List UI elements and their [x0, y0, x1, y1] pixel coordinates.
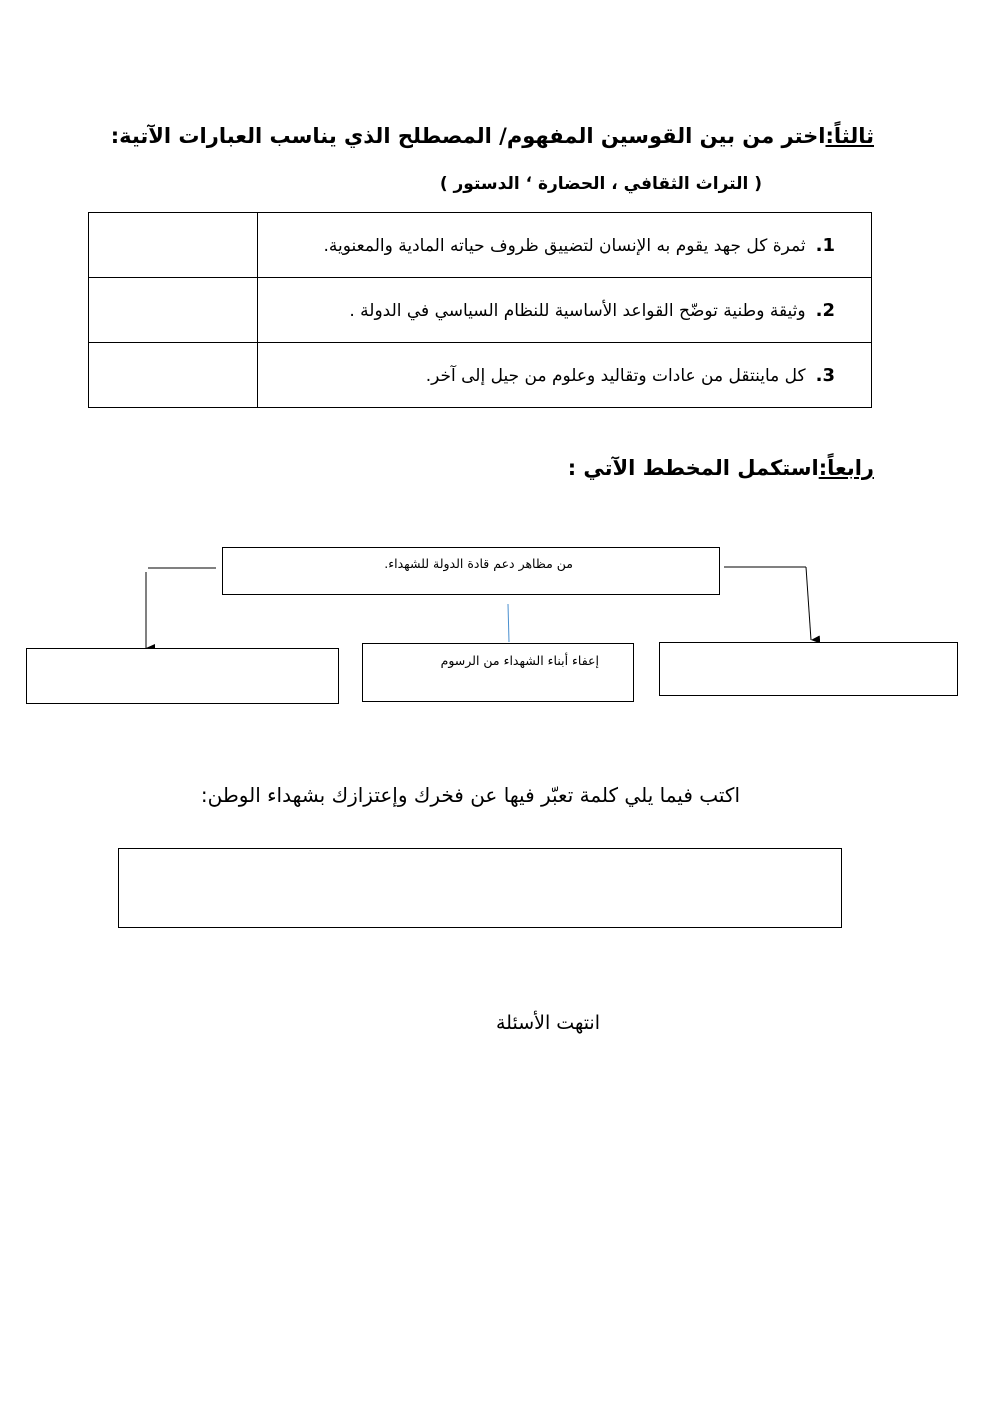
- right-arrow: [806, 567, 811, 640]
- write-prompt: اكتب فيما يلي كلمة تعبّر فيها عن فخرك وإعتزازك بشهداء الوطن:: [200, 783, 740, 807]
- center-concept-box: [222, 547, 720, 595]
- section4-label: رابعاً:: [818, 456, 874, 480]
- end-text: انتهت الأسئلة: [496, 1012, 600, 1034]
- right-answer-box[interactable]: [659, 642, 958, 696]
- middle-answer-text: إعفاء أبناء الشهداء من الرسوم: [440, 653, 599, 668]
- question-number: 1.: [815, 234, 835, 256]
- question-text: وثيقة وطنية توضّح القواعد الأساسية للنظام السياسي في الدولة .: [349, 300, 806, 321]
- options-list: ( التراث الثقافي ، الحضارة ‘ الدستور ): [439, 174, 762, 194]
- section4-instruction: استكمل المخطط الآتي :: [567, 456, 819, 480]
- left-answer-box[interactable]: [26, 648, 339, 704]
- center-concept-text: من مظاهر دعم قادة الدولة للشهداء.: [384, 556, 573, 571]
- section3-label: ثالثاً:: [825, 124, 874, 148]
- question-number: 3.: [815, 364, 835, 386]
- question-text: كل ماينتقل من عادات وتقاليد وعلوم من جيل إلى آخر.: [425, 365, 806, 386]
- write-answer-box[interactable]: [118, 848, 842, 928]
- middle-answer-box: [362, 643, 634, 702]
- question-text: ثمرة كل جهد يقوم به الإنسان لتضييق ظروف حياته المادية والمعنوية.: [323, 235, 806, 256]
- section3-instruction: اختر من بين القوسين المفهوم/ المصطلح الذي يناسب العبارات الآتية:: [110, 124, 826, 148]
- question-number: 2.: [815, 299, 835, 321]
- middle-connector-line: [508, 604, 509, 642]
